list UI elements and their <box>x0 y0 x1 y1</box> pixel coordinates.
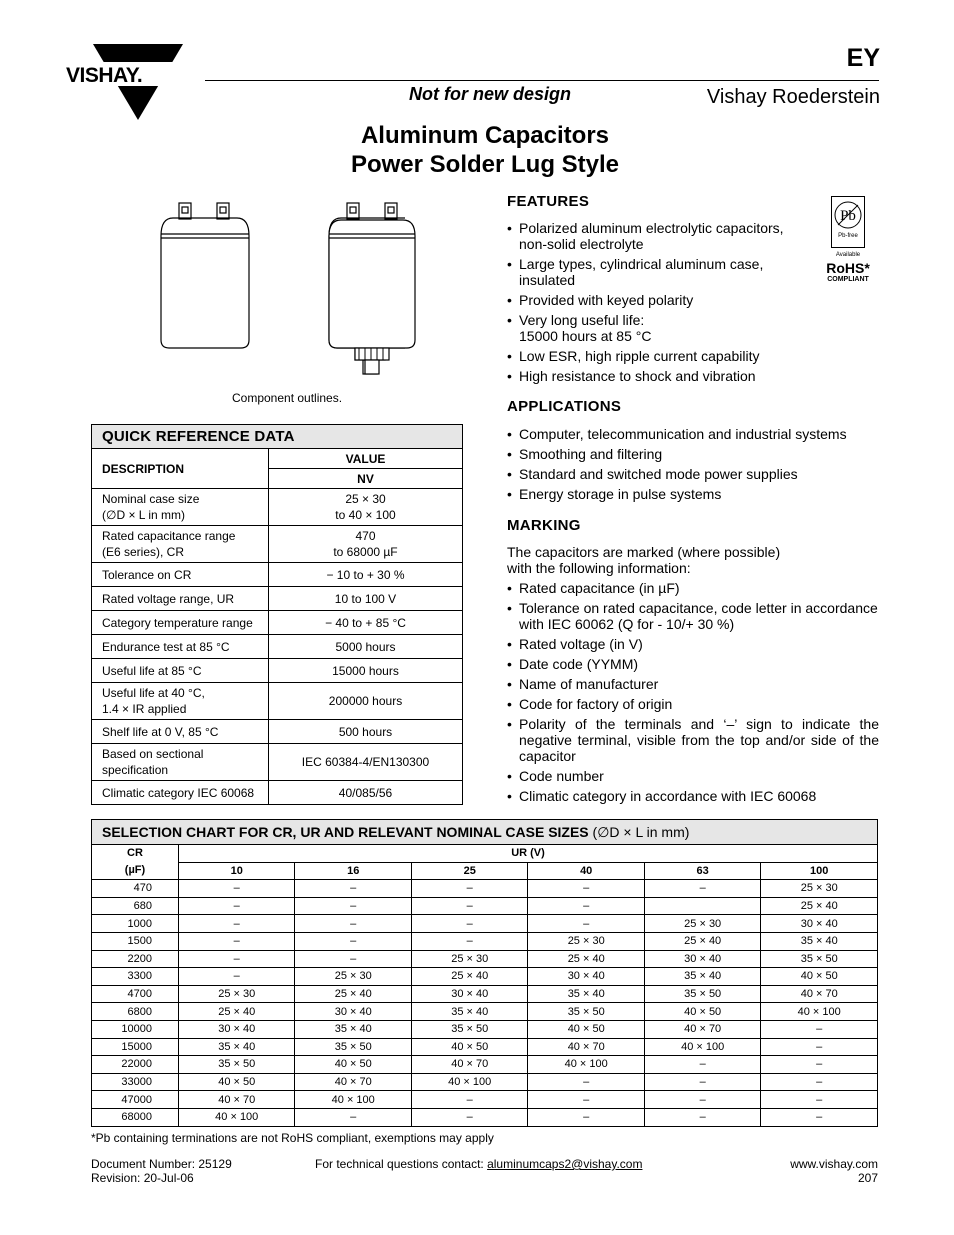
quick-ref-value: 10 to 100 V <box>269 587 463 611</box>
doc-number: Document Number: 25129 <box>91 1157 232 1171</box>
case-size-cell: 30 × 40 <box>295 1003 411 1021</box>
list-item: • Date code (YYMM) <box>507 656 879 672</box>
list-item: • Smoothing and filtering <box>507 446 879 462</box>
case-size-cell: 25 × 40 <box>179 1003 295 1021</box>
table-row <box>92 1003 878 1021</box>
case-size-cell: 40 × 50 <box>179 1073 295 1091</box>
list-item: • Rated voltage (in V) <box>507 636 879 652</box>
revision: Revision: 20-Jul-06 <box>91 1171 194 1185</box>
pb-free-box <box>831 196 865 248</box>
features-heading: FEATURES <box>507 193 590 210</box>
table-row <box>92 1056 878 1074</box>
case-size-cell: – <box>411 932 527 950</box>
case-size-cell: 25 × 30 <box>179 985 295 1003</box>
available-label: Available <box>835 252 861 258</box>
case-size-cell: – <box>644 880 760 898</box>
case-size-cell: 25 × 30 <box>411 950 527 968</box>
case-size-cell: 35 × 50 <box>528 1003 644 1021</box>
rohs-label: RoHS* <box>826 260 870 276</box>
pb-free-label: Pb-free <box>838 233 858 239</box>
list-item: • Code number <box>507 768 879 784</box>
applications-list <box>507 426 879 506</box>
case-size-cell: – <box>411 897 527 915</box>
case-size-cell: – <box>179 932 295 950</box>
case-size-cell: – <box>179 915 295 933</box>
case-size-cell: – <box>644 1108 760 1126</box>
marking-list <box>507 580 879 808</box>
capacitance-cell: 33000 <box>92 1073 179 1091</box>
case-size-cell: 30 × 40 <box>411 985 527 1003</box>
case-size-cell: 30 × 40 <box>528 968 644 986</box>
list-item: • High resistance to shock and vibration <box>507 368 797 384</box>
marking-heading: MARKING <box>507 517 581 534</box>
table-row <box>92 1091 878 1109</box>
table-row <box>92 915 878 933</box>
quick-ref-value: 25 × 30 to 40 × 100 <box>269 489 463 526</box>
quick-ref-desc: Endurance test at 85 °C <box>92 635 269 659</box>
table-row <box>92 683 463 720</box>
quick-ref-desc: Category temperature range <box>92 611 269 635</box>
quick-ref-desc: Climatic category IEC 60068 <box>92 781 269 805</box>
case-size-cell: 35 × 40 <box>411 1003 527 1021</box>
case-size-cell: – <box>528 897 644 915</box>
table-row <box>92 659 463 683</box>
quick-ref-desc: Rated voltage range, UR <box>92 587 269 611</box>
voltage-header: 100 <box>761 862 878 880</box>
case-size-cell: – <box>295 932 411 950</box>
quick-ref-desc: Rated capacitance range (E6 series), CR <box>92 526 269 563</box>
table-row <box>92 897 878 915</box>
case-size-cell: 40 × 100 <box>295 1091 411 1109</box>
case-size-cell: 35 × 40 <box>761 932 878 950</box>
case-size-cell: – <box>295 897 411 915</box>
vishay-logo: VISHAY. <box>66 64 143 87</box>
voltage-header: 16 <box>295 862 411 880</box>
capacitance-cell: 2200 <box>92 950 179 968</box>
case-size-cell: 40 × 70 <box>411 1056 527 1074</box>
table-row <box>92 744 463 781</box>
quick-ref-value: 5000 hours <box>269 635 463 659</box>
case-size-cell: 30 × 40 <box>179 1020 295 1038</box>
case-size-cell: 40 × 50 <box>528 1020 644 1038</box>
quick-ref-value: 200000 hours <box>269 683 463 720</box>
quick-ref-desc: Useful life at 40 °C, 1.4 × IR applied <box>92 683 269 720</box>
case-size-cell: – <box>761 1038 878 1056</box>
case-size-cell: – <box>528 1091 644 1109</box>
case-size-cell: 30 × 40 <box>644 950 760 968</box>
case-size-cell: – <box>411 915 527 933</box>
case-size-cell: 40 × 100 <box>528 1056 644 1074</box>
quick-ref-desc: Based on sectional specification <box>92 744 269 781</box>
list-item: • Polarity of the terminals and ‘–’ sign to indicate the negative terminal, visible from the top and/or side of the capacitor <box>507 716 879 764</box>
case-size-cell: 40 × 70 <box>179 1091 295 1109</box>
case-size-cell <box>644 897 760 915</box>
selection-chart-body <box>92 880 878 1126</box>
capacitance-cell: 1000 <box>92 915 179 933</box>
table-row <box>92 611 463 635</box>
list-item: • Tolerance on rated capacitance, code letter in accordance with IEC 60062 (Q for - 10/+ 30 %) <box>507 600 879 632</box>
case-size-cell: – <box>644 1091 760 1109</box>
capacitance-cell: 15000 <box>92 1038 179 1056</box>
case-size-cell: – <box>644 1073 760 1091</box>
capacitance-cell: 470 <box>92 880 179 898</box>
case-size-cell: – <box>761 1073 878 1091</box>
list-item: • Standard and switched mode power supplies <box>507 466 879 482</box>
case-size-cell: 40 × 50 <box>761 968 878 986</box>
case-size-cell: – <box>761 1056 878 1074</box>
table-row <box>92 932 878 950</box>
case-size-cell: – <box>411 880 527 898</box>
voltage-header: 40 <box>528 862 644 880</box>
case-size-cell: 35 × 40 <box>528 985 644 1003</box>
capacitance-cell: 3300 <box>92 968 179 986</box>
case-size-cell: – <box>411 1108 527 1126</box>
contact-line <box>315 1158 642 1171</box>
design-status: Not for new design <box>409 84 571 104</box>
list-item: • Large types, cylindrical aluminum case, insulated <box>507 256 797 288</box>
case-size-cell: – <box>295 880 411 898</box>
capacitance-cell: 22000 <box>92 1056 179 1074</box>
website-link[interactable]: www.vishay.com <box>790 1157 878 1171</box>
table-row <box>92 968 878 986</box>
quick-ref-desc: Nominal case size (∅D × L in mm) <box>92 489 269 526</box>
table-row <box>92 587 463 611</box>
contact-prefix: For technical questions contact: <box>315 1157 488 1171</box>
case-size-cell: 25 × 30 <box>295 968 411 986</box>
quick-ref-value: 500 hours <box>269 720 463 744</box>
list-item: • Provided with keyed polarity <box>507 292 797 308</box>
applications-heading: APPLICATIONS <box>507 398 622 415</box>
case-size-cell: – <box>528 915 644 933</box>
case-size-cell: 35 × 50 <box>411 1020 527 1038</box>
table-row <box>92 563 463 587</box>
selection-heading-units: (∅D × L in mm) <box>592 824 690 840</box>
list-item: • Code for factory of origin <box>507 696 879 712</box>
series-code: EY <box>846 44 880 72</box>
quick-reference-table <box>91 424 463 805</box>
case-size-cell: 35 × 50 <box>644 985 760 1003</box>
capacitance-cell: 47000 <box>92 1091 179 1109</box>
quick-ref-value: 15000 hours <box>269 659 463 683</box>
case-size-cell: 40 × 70 <box>644 1020 760 1038</box>
nv-column-header: NV <box>269 469 463 489</box>
voltage-header: 25 <box>411 862 527 880</box>
case-size-cell: 40 × 100 <box>179 1108 295 1126</box>
case-size-cell: 35 × 50 <box>295 1038 411 1056</box>
ur-header: UR (V) <box>179 845 878 863</box>
page-number: 207 <box>857 1171 878 1185</box>
table-row <box>92 985 878 1003</box>
case-size-cell: 40 × 70 <box>528 1038 644 1056</box>
table-row <box>92 635 463 659</box>
marking-intro: The capacitors are marked (where possible) with the following information: <box>507 544 781 576</box>
pb-symbol: Pb <box>840 208 856 224</box>
image-caption: Component outlines. <box>232 391 343 405</box>
case-size-cell: 35 × 50 <box>179 1056 295 1074</box>
case-size-cell: 25 × 40 <box>411 968 527 986</box>
list-item: • Name of manufacturer <box>507 676 879 692</box>
selection-chart-table <box>91 819 878 1127</box>
case-size-cell: 25 × 30 <box>644 915 760 933</box>
rohs-compliant-label: COMPLIANT <box>827 276 869 283</box>
case-size-cell: 40 × 50 <box>295 1056 411 1074</box>
case-size-cell: – <box>528 1108 644 1126</box>
case-size-cell: – <box>528 1073 644 1091</box>
case-size-cell: 40 × 100 <box>411 1073 527 1091</box>
quick-ref-desc: Shelf life at 0 V, 85 °C <box>92 720 269 744</box>
case-size-cell: 35 × 40 <box>295 1020 411 1038</box>
table-row <box>92 781 463 805</box>
list-item: • Very long useful life: 15000 hours at 85 °C <box>507 312 657 344</box>
table-row <box>92 1020 878 1038</box>
company-name: Vishay Roederstein <box>706 86 880 108</box>
capacitance-cell: 4700 <box>92 985 179 1003</box>
case-size-cell: 35 × 40 <box>644 968 760 986</box>
quick-ref-value: IEC 60384-4/EN130300 <box>269 744 463 781</box>
case-size-cell: 40 × 70 <box>295 1073 411 1091</box>
table-row <box>92 526 463 563</box>
table-row <box>92 489 463 526</box>
quick-ref-value: 470 to 68000 µF <box>269 526 463 563</box>
contact-email-link[interactable]: aluminumcaps2@vishay.com <box>487 1157 643 1171</box>
list-item: • Low ESR, high ripple current capability <box>507 348 797 364</box>
desc-column-header: DESCRIPTION <box>92 449 269 489</box>
case-size-cell: 25 × 40 <box>761 897 878 915</box>
rohs-badge <box>822 196 874 283</box>
case-size-cell: – <box>295 950 411 968</box>
voltage-header-row <box>92 862 878 880</box>
capacitance-cell: 680 <box>92 897 179 915</box>
list-item: • Energy storage in pulse systems <box>507 486 879 502</box>
capacitance-cell: 6800 <box>92 1003 179 1021</box>
quick-ref-value: − 40 to + 85 °C <box>269 611 463 635</box>
list-item: • Climatic category in accordance with IEC 60068 <box>507 788 879 804</box>
features-list <box>507 220 797 388</box>
table-row <box>92 720 463 744</box>
case-size-cell: 40 × 50 <box>411 1038 527 1056</box>
quick-ref-value: − 10 to + 30 % <box>269 563 463 587</box>
quick-ref-desc: Tolerance on CR <box>92 563 269 587</box>
case-size-cell: 25 × 40 <box>644 932 760 950</box>
voltage-header: 63 <box>644 862 760 880</box>
case-size-cell: 25 × 30 <box>761 880 878 898</box>
table-row <box>92 1073 878 1091</box>
case-size-cell: – <box>295 1108 411 1126</box>
case-size-cell: – <box>761 1091 878 1109</box>
case-size-cell: 25 × 40 <box>295 985 411 1003</box>
value-column-header: VALUE <box>269 449 463 469</box>
list-item: • Computer, telecommunication and industrial systems <box>507 426 879 442</box>
case-size-cell: 25 × 40 <box>528 950 644 968</box>
table-row <box>92 1038 878 1056</box>
capacitance-cell: 68000 <box>92 1108 179 1126</box>
capacitor-outline-right <box>327 218 419 378</box>
voltage-header: 10 <box>179 862 295 880</box>
case-size-cell: 40 × 100 <box>761 1003 878 1021</box>
header-rule <box>205 80 879 81</box>
pb-free-icon <box>832 199 864 233</box>
page-title-line1: Aluminum Capacitors <box>360 122 610 149</box>
case-size-cell: – <box>644 1056 760 1074</box>
quick-ref-desc: Useful life at 85 °C <box>92 659 269 683</box>
case-size-cell: – <box>761 1108 878 1126</box>
case-size-cell: – <box>295 915 411 933</box>
table-row <box>92 1108 878 1126</box>
case-size-cell: 30 × 40 <box>761 915 878 933</box>
list-item: • Rated capacitance (in µF) <box>507 580 879 596</box>
capacitance-cell: 10000 <box>92 1020 179 1038</box>
case-size-cell: – <box>179 968 295 986</box>
case-size-cell: 40 × 100 <box>644 1038 760 1056</box>
table-row <box>92 880 878 898</box>
selection-heading-bold: SELECTION CHART FOR CR, UR AND RELEVANT NOMINAL CASE SIZES <box>102 824 589 840</box>
capacitance-cell: 1500 <box>92 932 179 950</box>
table-row <box>92 950 878 968</box>
quick-reference-body <box>92 489 463 805</box>
case-size-cell: – <box>761 1020 878 1038</box>
page-title-line2: Power Solder Lug Style <box>350 151 620 178</box>
case-size-cell: – <box>411 1091 527 1109</box>
case-size-cell: – <box>528 880 644 898</box>
case-size-cell: 35 × 50 <box>761 950 878 968</box>
case-size-cell: 40 × 70 <box>761 985 878 1003</box>
case-size-cell: – <box>179 950 295 968</box>
quick-ref-value: 40/085/56 <box>269 781 463 805</box>
case-size-cell: – <box>179 880 295 898</box>
case-size-cell: 25 × 30 <box>528 932 644 950</box>
list-item: • Polarized aluminum electrolytic capacitors, non-solid electrolyte <box>507 220 797 252</box>
case-size-cell: 40 × 50 <box>644 1003 760 1021</box>
case-size-cell: 35 × 40 <box>179 1038 295 1056</box>
case-size-cell: – <box>179 897 295 915</box>
cr-header: CR (µF) <box>92 845 179 880</box>
footnote: *Pb containing terminations are not RoHS compliant, exemptions may apply <box>91 1131 494 1145</box>
quick-reference-heading: QUICK REFERENCE DATA <box>92 425 463 449</box>
selection-chart-heading <box>92 820 878 845</box>
